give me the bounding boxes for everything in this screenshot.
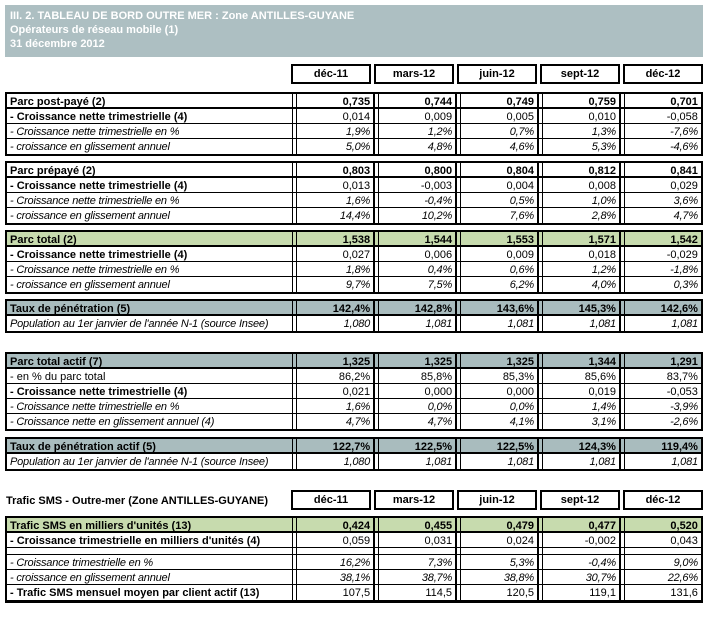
value-cell: 1,080 [296,316,375,331]
value-cell: 85,3% [460,369,539,383]
value-cell: 1,080 [296,454,375,469]
value-cell: 5,3% [460,555,539,569]
value-cell: 119,1 [542,585,621,600]
table-row [5,316,703,331]
table-row [5,439,703,454]
value-cell: 0,804 [460,163,539,176]
value-cell: 0,0% [378,399,457,413]
value-cell: 0,803 [296,163,375,176]
value-cell: 142,4% [296,301,375,314]
value-cell: 5,0% [296,139,375,154]
value-cell: 1,081 [460,316,539,331]
value-cell: -0,002 [542,533,621,547]
row-label: - Croissance nette trimestrielle (4) [5,384,293,398]
value-cell: 3,6% [624,193,703,207]
value-cell: 122,5% [378,439,457,452]
value-cell: -7,6% [624,124,703,138]
value-cell: 0,841 [624,163,703,176]
value-cell: 85,6% [542,369,621,383]
main-column-header-spacer [5,81,291,84]
row-label: - Croissance nette en glissement annuel (4) [5,414,293,429]
report-subtitle: Opérateurs de réseau mobile (1) [10,24,179,36]
value-cell: 1,2% [542,262,621,276]
row-label: Trafic SMS en milliers d'unités (13) [5,518,293,531]
value-cell: 0,029 [624,178,703,192]
value-cell: 1,8% [296,262,375,276]
value-cell: 1,6% [296,193,375,207]
table-row [5,454,703,469]
row-label: - Croissance nette trimestrielle en % [5,124,293,138]
row-label: - en % du parc total [5,369,293,383]
value-cell: 1,3% [542,124,621,138]
row-label: Parc prépayé (2) [5,163,293,176]
value-cell: 0,006 [378,247,457,261]
value-cell: 4,1% [460,414,539,429]
value-cell: 0,008 [542,178,621,192]
sms-table-title: Trafic SMS - Outre-mer (Zone ANTILLES-GUYANE) [6,495,268,507]
table-row [5,163,703,178]
value-cell: 143,6% [460,301,539,314]
value-cell: 0,759 [542,94,621,107]
value-cell: 1,325 [378,354,457,367]
value-cell: 38,7% [378,570,457,584]
main-table [5,92,708,471]
row-label: - Croissance nette trimestrielle en % [5,193,293,207]
value-cell: -3,9% [624,399,703,413]
value-cell: 1,081 [378,316,457,331]
value-cell: -0,003 [378,178,457,192]
report-title: III. 2. TABLEAU DE BORD OUTRE MER : Zone ANTILLES-GUYANE [10,10,355,22]
value-cell [296,548,375,554]
row-label: - Croissance nette trimestrielle (4) [5,109,293,123]
value-cell: -4,6% [624,139,703,154]
table-row [5,94,703,109]
column-header: mars-12 [374,64,454,84]
row-label: - Croissance nette trimestrielle en % [5,262,293,276]
value-cell: 0,812 [542,163,621,176]
row-label: Parc total actif (7) [5,354,293,367]
value-cell: 0,000 [460,384,539,398]
value-cell: 16,2% [296,555,375,569]
value-cell: 38,1% [296,570,375,584]
row-label: - croissance en glissement annuel [5,277,293,292]
value-cell: 86,2% [296,369,375,383]
value-cell: 0,014 [296,109,375,123]
column-header: déc-12 [623,64,703,84]
row-label: Taux de pénétration actif (5) [5,439,293,452]
row-label: Parc total (2) [5,232,293,245]
value-cell: 85,8% [378,369,457,383]
value-cell: 1,325 [296,354,375,367]
value-cell: 0,701 [624,94,703,107]
column-header: juin-12 [457,64,537,84]
value-cell: 2,8% [542,208,621,223]
value-cell: 1,553 [460,232,539,245]
report-date: 31 décembre 2012 [10,38,105,50]
table-row [5,208,703,223]
value-cell: 0,009 [378,109,457,123]
value-cell: 1,2% [378,124,457,138]
value-cell: 0,477 [542,518,621,531]
value-cell: 0,424 [296,518,375,531]
value-cell: 1,081 [378,454,457,469]
row-label [5,548,293,554]
value-cell: 1,542 [624,232,703,245]
table-row [5,518,703,533]
value-cell: 1,9% [296,124,375,138]
table-row [5,384,703,399]
value-cell: 124,3% [542,439,621,452]
table-row [5,399,703,414]
table-row [5,124,703,139]
column-header: sept-12 [540,64,620,84]
value-cell: 0,0% [460,399,539,413]
report-header-band [5,5,703,57]
table-row [5,533,703,548]
main-column-headers [291,64,703,84]
value-cell: 0,5% [460,193,539,207]
value-cell: 1,571 [542,232,621,245]
value-cell: 0,6% [460,262,539,276]
value-cell: -0,4% [542,555,621,569]
value-cell: 7,5% [378,277,457,292]
table-row [5,178,703,193]
value-cell: -0,4% [378,193,457,207]
column-header: déc-11 [291,490,371,510]
value-cell: 0,043 [624,533,703,547]
value-cell: 0,455 [378,518,457,531]
column-header: juin-12 [457,490,537,510]
column-header: sept-12 [540,490,620,510]
section-parc-post-paye [5,92,703,156]
value-cell: 0,520 [624,518,703,531]
table-row [5,232,703,247]
value-cell: 4,6% [460,139,539,154]
value-cell: 0,059 [296,533,375,547]
value-cell: -1,8% [624,262,703,276]
value-cell: 1,344 [542,354,621,367]
value-cell: 0,4% [378,262,457,276]
value-cell [460,548,539,554]
value-cell: 1,0% [542,193,621,207]
value-cell: 0,3% [624,277,703,292]
row-label: - Croissance nette trimestrielle (4) [5,178,293,192]
row-label: Population au 1er janvier de l'année N-1 (source Insee) [5,454,293,469]
value-cell: 4,0% [542,277,621,292]
value-cell [624,548,703,554]
row-label: - croissance en glissement annuel [5,208,293,223]
row-label: Population au 1er janvier de l'année N-1 (source Insee) [5,316,293,331]
value-cell: 6,2% [460,277,539,292]
table-row [5,585,703,600]
row-label: Parc post-payé (2) [5,94,293,107]
value-cell: 0,019 [542,384,621,398]
table-row [5,301,703,316]
value-cell: 0,000 [378,384,457,398]
value-cell: 0,013 [296,178,375,192]
value-cell: 4,7% [378,414,457,429]
value-cell: 0,021 [296,384,375,398]
value-cell: 0,800 [378,163,457,176]
value-cell: 0,735 [296,94,375,107]
table-row [5,277,703,292]
value-cell: 122,5% [460,439,539,452]
value-cell: 22,6% [624,570,703,584]
section-taux-de-penetration-actif [5,437,703,471]
value-cell: 1,544 [378,232,457,245]
row-label: - Croissance trimestrielle en milliers d'unités (4) [5,533,293,547]
table-row [5,109,703,124]
value-cell: 4,7% [296,414,375,429]
value-cell: 145,3% [542,301,621,314]
table-row [5,555,703,570]
section-taux-de-penetration [5,299,703,333]
value-cell: 30,7% [542,570,621,584]
value-cell: 1,081 [624,454,703,469]
value-cell: 0,479 [460,518,539,531]
value-cell: 1,291 [624,354,703,367]
value-cell: 142,8% [378,301,457,314]
value-cell: 1,081 [542,454,621,469]
column-header: déc-11 [291,64,371,84]
sms-column-headers [291,490,703,510]
value-cell: 7,6% [460,208,539,223]
row-label: - croissance en glissement annuel [5,570,293,584]
value-cell: 0,024 [460,533,539,547]
value-cell: -0,029 [624,247,703,261]
value-cell: 1,538 [296,232,375,245]
table-row [5,193,703,208]
value-cell: 0,005 [460,109,539,123]
value-cell: -0,053 [624,384,703,398]
row-label: Taux de pénétration (5) [5,301,293,314]
value-cell: 0,027 [296,247,375,261]
table-row [5,570,703,585]
section-parc-total [5,230,703,294]
value-cell: 1,081 [624,316,703,331]
value-cell: 114,5 [378,585,457,600]
row-label: - Croissance trimestrielle en % [5,555,293,569]
value-cell: 0,031 [378,533,457,547]
table-row [5,262,703,277]
value-cell: 107,5 [296,585,375,600]
value-cell: 4,7% [624,208,703,223]
value-cell: 3,1% [542,414,621,429]
table-row [5,548,703,555]
value-cell: 14,4% [296,208,375,223]
value-cell: 142,6% [624,301,703,314]
table-row [5,414,703,429]
value-cell: 1,081 [460,454,539,469]
table-row [5,247,703,262]
value-cell: 119,4% [624,439,703,452]
value-cell [542,548,621,554]
value-cell: 10,2% [378,208,457,223]
value-cell: 120,5 [460,585,539,600]
row-label: - Croissance nette trimestrielle en % [5,399,293,413]
value-cell: 0,749 [460,94,539,107]
value-cell: 0,004 [460,178,539,192]
value-cell: 0,744 [378,94,457,107]
value-cell: 9,0% [624,555,703,569]
value-cell: 7,3% [378,555,457,569]
table-row [5,354,703,369]
value-cell: 38,8% [460,570,539,584]
value-cell: 1,4% [542,399,621,413]
section-parc-prepaye [5,161,703,225]
value-cell: 0,010 [542,109,621,123]
value-cell: 4,8% [378,139,457,154]
value-cell [378,548,457,554]
value-cell: 1,6% [296,399,375,413]
value-cell: 0,7% [460,124,539,138]
value-cell: 9,7% [296,277,375,292]
value-cell: 1,325 [460,354,539,367]
value-cell: 5,3% [542,139,621,154]
column-header: déc-12 [623,490,703,510]
value-cell: 0,009 [460,247,539,261]
table-row [5,369,703,384]
value-cell: -0,058 [624,109,703,123]
sms-table [5,516,708,603]
value-cell: 0,018 [542,247,621,261]
value-cell: 122,7% [296,439,375,452]
row-label: - croissance en glissement annuel [5,139,293,154]
value-cell: 1,081 [542,316,621,331]
sms-column-header-row [5,490,703,510]
value-cell: 83,7% [624,369,703,383]
main-column-header-row [5,64,703,84]
value-cell: -2,6% [624,414,703,429]
row-label: - Trafic SMS mensuel moyen par client actif (13) [5,585,293,600]
section-parc-total-actif [5,352,703,431]
table-row [5,139,703,154]
value-cell: 131,6 [624,585,703,600]
row-label: - Croissance nette trimestrielle (4) [5,247,293,261]
column-header: mars-12 [374,490,454,510]
section-trafic-sms [5,516,703,603]
